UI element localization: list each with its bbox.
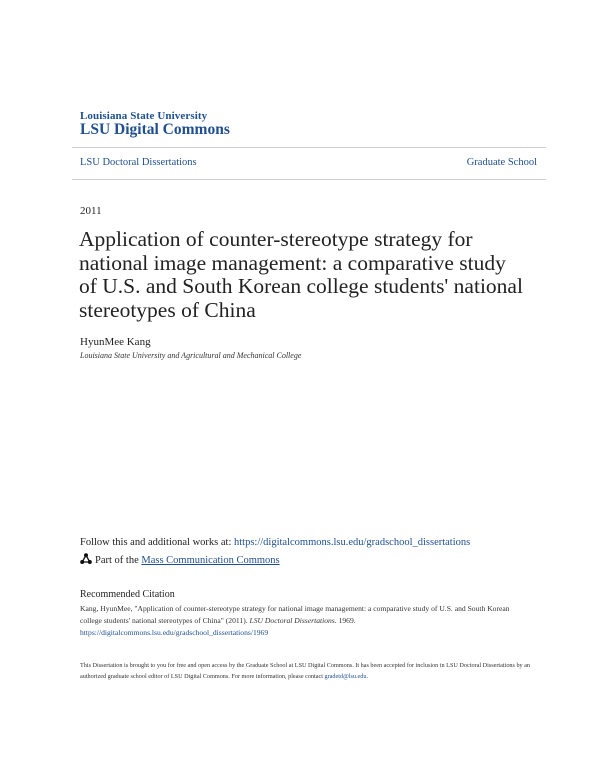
bottom-divider xyxy=(72,179,546,180)
graduate-school-link[interactable]: Graduate School xyxy=(466,157,537,168)
contact-email-link[interactable]: gradetd@lsu.edu xyxy=(324,673,367,680)
follow-line xyxy=(80,537,470,548)
collection-url-link[interactable]: https://digitalcommons.lsu.edu/gradschool_dissertations xyxy=(234,537,471,548)
citation-series: LSU Doctoral Dissertations xyxy=(249,616,335,625)
publication-year: 2011 xyxy=(80,205,102,217)
recommended-citation-heading: Recommended Citation xyxy=(80,589,175,600)
top-divider xyxy=(72,147,546,148)
citation-text xyxy=(80,603,530,639)
author-affiliation: Louisiana State University and Agricultural and Mechanical College xyxy=(80,351,302,360)
follow-prefix: Follow this and additional works at: xyxy=(80,537,234,548)
notice-text: This Dissertation is brought to you for free and open access by the Graduate School at LSU Digital Commons. It has been accepted for inclusion in LSU Doctoral Dissertations by an authorized graduate school editor of LSU Digital Commons. For more information, please contact xyxy=(80,662,531,680)
document-title: Application of counter-stereotype strategy for national image management: a comparative study of U.S. and South Korean college students' national stereotypes of China xyxy=(79,227,523,322)
notice-end: . xyxy=(366,673,369,680)
repository-name[interactable]: LSU Digital Commons xyxy=(80,121,230,138)
access-notice xyxy=(80,660,535,682)
part-of-line xyxy=(80,553,280,568)
citation-url-link[interactable]: https://digitalcommons.lsu.edu/gradschool_dissertations/1969 xyxy=(80,628,269,637)
author-name: HyunMee Kang xyxy=(80,336,151,348)
citation-number: . 1969. xyxy=(334,616,356,625)
citation-body: Kang, HyunMee, "Application of counter-stereotype strategy for national image management: a comparative study of U.S. and South Korean college students' national stereotypes of China" (2011). xyxy=(80,604,510,625)
collection-link[interactable]: LSU Doctoral Dissertations xyxy=(80,157,197,168)
university-name: Louisiana State University xyxy=(80,110,208,122)
mass-communication-commons-link[interactable]: Mass Communication Commons xyxy=(141,555,280,566)
commons-network-icon xyxy=(80,553,92,568)
part-of-prefix: Part of the xyxy=(95,555,142,566)
